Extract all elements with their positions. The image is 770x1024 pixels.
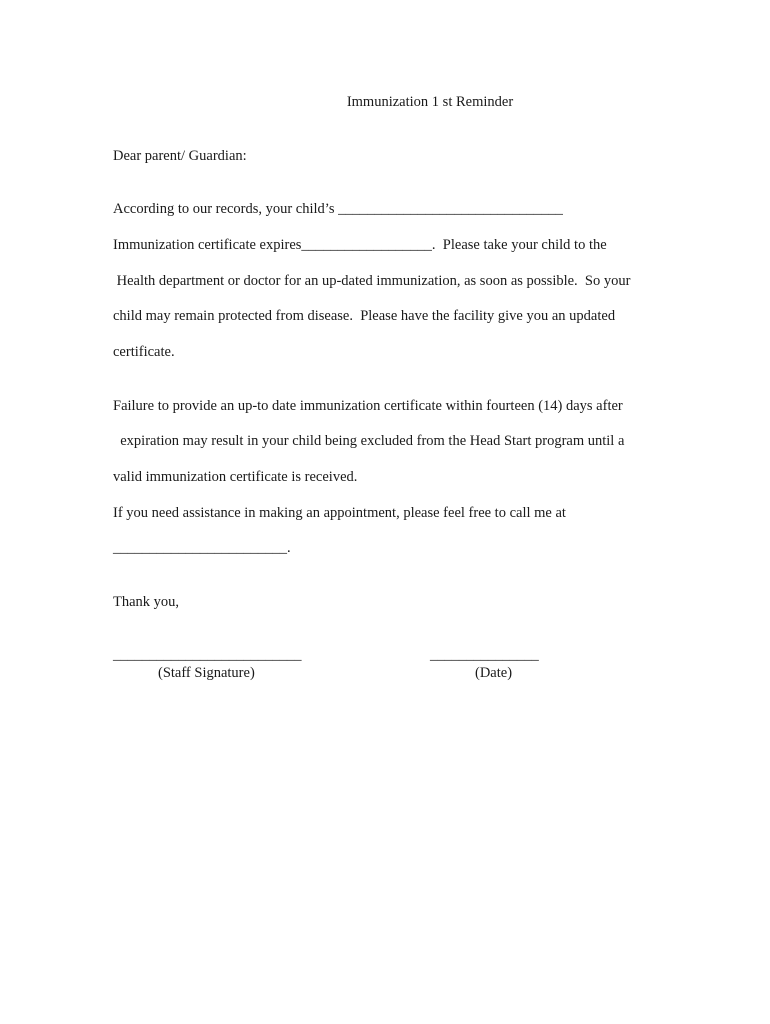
paragraph2-line1: Failure to provide an up-to date immunization certificate within fourteen (14) days after xyxy=(113,398,623,414)
date-label: (Date) xyxy=(475,665,513,681)
phone-blank-line: ________________________. xyxy=(113,540,291,556)
staff-signature-line: __________________________ xyxy=(113,647,302,663)
paragraph1-line2: Immunization certificate expires__________________. Please take your child to the xyxy=(113,237,607,253)
paragraph2-line3: valid immunization certificate is received. xyxy=(113,469,358,485)
closing: Thank you, xyxy=(113,594,180,610)
paragraph1-line3: Health department or doctor for an up-dated immunization, as soon as possible. So your xyxy=(113,273,631,289)
letter-title: Immunization 1 st Reminder xyxy=(346,94,514,110)
paragraph2-line2: expiration may result in your child being excluded from the Head Start program until a xyxy=(113,433,625,449)
date-line: _______________ xyxy=(430,647,539,663)
paragraph1-line5: certificate. xyxy=(113,344,175,360)
paragraph1-line1: According to our records, your child’s _______________________________ xyxy=(113,201,563,217)
staff-signature-label: (Staff Signature) xyxy=(158,665,255,681)
paragraph3-line1: If you need assistance in making an appointment, please feel free to call me at xyxy=(113,505,566,521)
salutation: Dear parent/ Guardian: xyxy=(113,148,247,164)
paragraph1-line4: child may remain protected from disease. Please have the facility give you an updated xyxy=(113,308,616,324)
